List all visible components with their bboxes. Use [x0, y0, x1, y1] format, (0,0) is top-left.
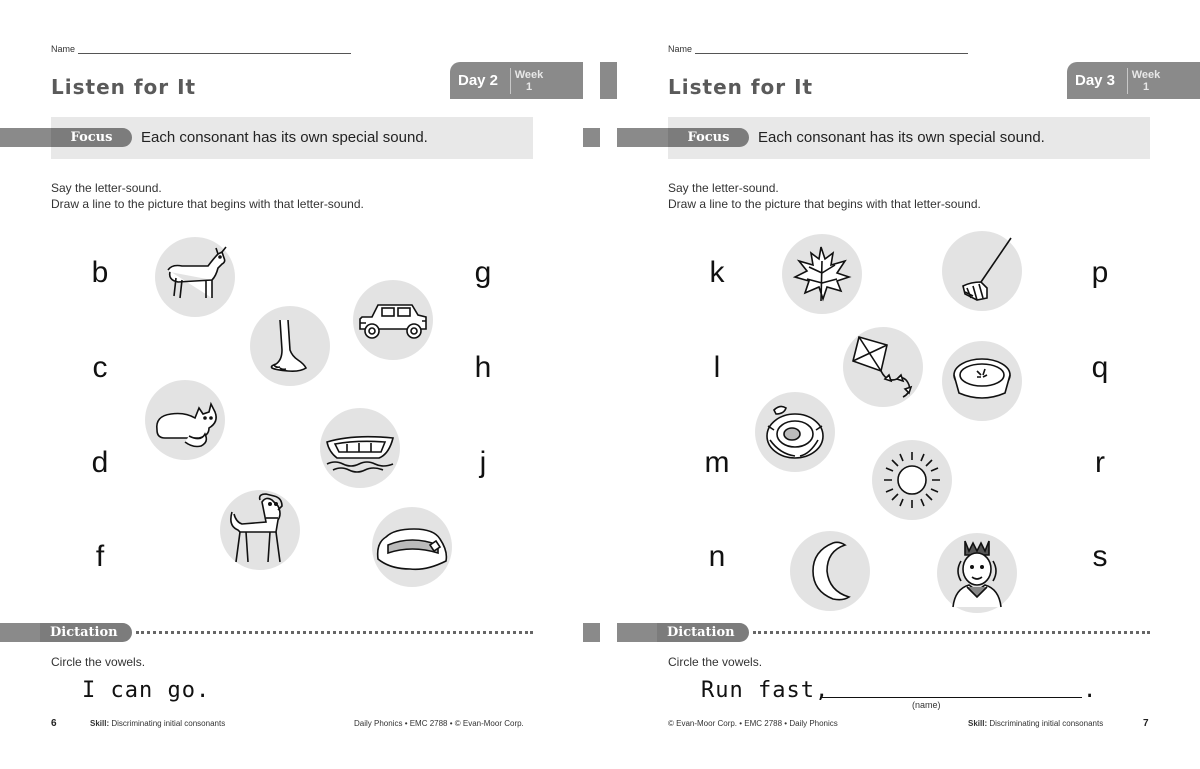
letter-k[interactable]: k [709, 256, 725, 289]
focus-edge-tab [583, 128, 600, 147]
focus-text: Each consonant has its own special sound. [141, 129, 428, 146]
pie-icon[interactable] [942, 341, 1022, 421]
jeep-icon[interactable] [353, 280, 433, 360]
week-label: Week 1 [514, 68, 544, 93]
letter-q[interactable]: q [1091, 351, 1109, 384]
letter-f[interactable]: f [95, 540, 105, 573]
focus-label: Focus [51, 128, 132, 147]
copyright: Daily Phonics • EMC 2788 • © Evan-Moor Corp. [354, 719, 524, 728]
skill-line: Skill: Discriminating initial consonants [968, 719, 1104, 728]
goat-icon[interactable] [155, 237, 235, 317]
letter-g[interactable]: g [474, 256, 492, 289]
letter-r[interactable]: r [1095, 446, 1105, 479]
leaf-icon[interactable] [782, 234, 862, 314]
focus-text: Each consonant has its own special sound. [758, 129, 1045, 146]
focus-label: Focus [668, 128, 749, 147]
dotted-line [753, 631, 1150, 634]
sun-icon[interactable] [872, 440, 952, 520]
page-number: 6 [51, 718, 57, 729]
page-title: Listen for It [51, 75, 197, 99]
letter-b[interactable]: b [91, 256, 109, 289]
kite-icon[interactable] [843, 327, 923, 407]
dictation-edge-tab [583, 623, 600, 642]
letter-h[interactable]: h [474, 351, 492, 384]
name-label: Name [668, 44, 693, 54]
day-tab [1067, 62, 1200, 99]
week-label: Week 1 [1131, 68, 1161, 93]
letter-n[interactable]: n [708, 540, 726, 573]
page-title: Listen for It [668, 75, 814, 99]
name-caption: (name) [912, 700, 941, 710]
dictation-label: Dictation [657, 623, 749, 642]
moon-icon[interactable] [790, 531, 870, 611]
rake-icon[interactable] [942, 231, 1022, 311]
boat-icon[interactable] [320, 408, 400, 488]
name-label: Name [51, 44, 76, 54]
circle-instruction: Circle the vowels. [668, 655, 763, 669]
skill-line: Skill: Discriminating initial consonants [90, 719, 226, 728]
name-blank[interactable] [820, 697, 1082, 698]
letter-j[interactable]: j [479, 446, 487, 479]
dictation-label: Dictation [40, 623, 132, 642]
circle-instruction: Circle the vowels. [51, 655, 146, 669]
name-line[interactable] [78, 44, 351, 54]
letter-d[interactable]: d [91, 446, 109, 479]
dictation-sentence[interactable]: I can go. [82, 678, 211, 703]
day-tab [450, 62, 583, 99]
right-page [600, 0, 1200, 769]
dictation-tail [617, 623, 657, 642]
instructions: Say the letter-sound. Draw a line to the picture that begins with that letter-sound. [668, 181, 981, 211]
dictation-sentence[interactable]: Run fast, [701, 678, 830, 703]
day-label: Day 2 [458, 72, 499, 89]
letter-s[interactable]: s [1092, 540, 1108, 573]
queen-icon[interactable] [937, 533, 1017, 613]
dog-icon[interactable] [220, 490, 300, 570]
letter-l[interactable]: l [713, 351, 721, 384]
day-label: Day 3 [1075, 72, 1116, 89]
letter-p[interactable]: p [1091, 256, 1109, 289]
letter-c[interactable]: c [92, 351, 108, 384]
sentence-period: . [1083, 678, 1098, 703]
dictation-tail [0, 623, 40, 642]
dotted-line [136, 631, 533, 634]
instructions: Say the letter-sound. Draw a line to the picture that begins with that letter-sound. [51, 181, 364, 211]
hat-icon[interactable] [372, 507, 452, 587]
name-line[interactable] [695, 44, 968, 54]
copyright: © Evan-Moor Corp. • EMC 2788 • Daily Phonics [668, 719, 838, 728]
letter-m[interactable]: m [704, 446, 730, 479]
page-number: 7 [1143, 718, 1149, 729]
foot-icon[interactable] [250, 306, 330, 386]
cat-icon[interactable] [145, 380, 225, 460]
nest-icon[interactable] [755, 392, 835, 472]
